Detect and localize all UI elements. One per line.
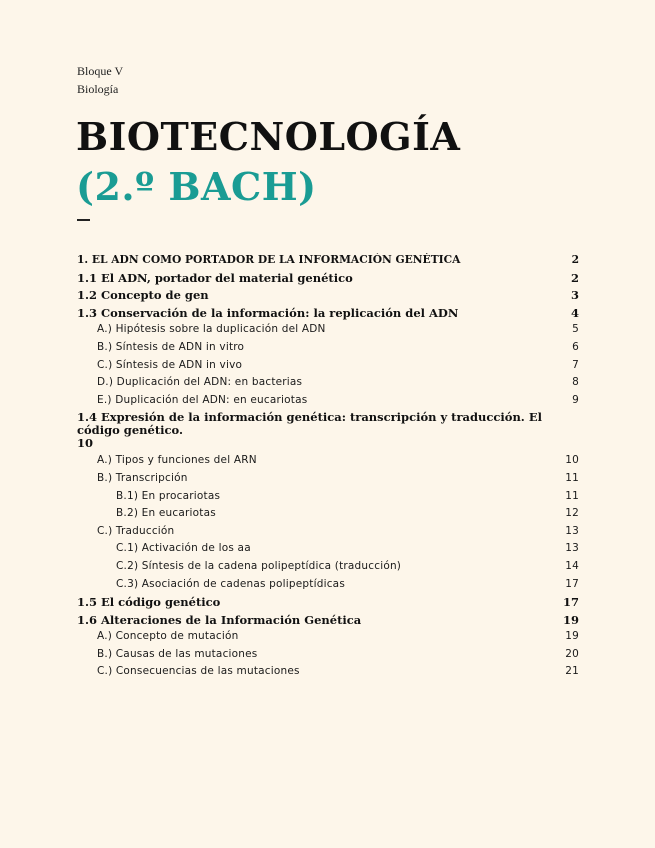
toc-entry-1-3-d[interactable] <box>77 376 579 394</box>
toc-entry-1-4-c-1[interactable] <box>77 542 579 560</box>
toc-entry-label: A.) Tipos y funciones del ARN <box>97 454 257 467</box>
toc-entry-1-4-b[interactable] <box>77 472 579 490</box>
toc-entry-page: 9 <box>572 393 579 406</box>
toc-entry-label: 1.4 Expresión de la información genética: transcripción y traducción. El código genético. <box>77 410 542 438</box>
toc-entry-page: 21 <box>565 665 579 678</box>
toc-entry-label: B.) Síntesis de ADN in vitro <box>97 340 245 353</box>
toc-entry-page: 10 <box>77 436 94 451</box>
block-label: Bloque V <box>77 64 124 78</box>
toc-entry-page: 2 <box>571 253 579 266</box>
toc-entry-label: C.1) Activación de los aa <box>116 542 251 555</box>
toc-entry-page: 17 <box>562 595 579 610</box>
toc-entry-1-2[interactable] <box>77 288 579 306</box>
toc-entry-page: 8 <box>572 376 579 389</box>
title-course: (2.º BACH) <box>76 164 317 209</box>
toc-entry-page: 6 <box>572 340 579 353</box>
toc-entry-page: 7 <box>572 358 579 371</box>
toc-entry-page: 10 <box>565 454 579 467</box>
toc-entry-1-6-c[interactable] <box>77 665 579 683</box>
toc-entry-label: B.) Causas de las mutaciones <box>97 647 258 660</box>
toc-entry-1-4-c[interactable] <box>77 525 579 543</box>
toc-entry-label: E.) Duplicación del ADN: en eucariotas <box>97 393 308 406</box>
toc-entry-1-3[interactable] <box>77 306 579 324</box>
toc-entry-1-3-b[interactable] <box>77 341 579 359</box>
toc-entry-1-4-c-2[interactable] <box>77 560 579 578</box>
toc-entry-1-6-a[interactable] <box>77 630 579 648</box>
toc-entry-1-4-a[interactable] <box>77 454 579 472</box>
toc-entry-label: B.) Transcripción <box>97 471 188 484</box>
toc-entry-page: 13 <box>565 524 579 537</box>
toc-entry-page: 11 <box>565 489 579 502</box>
document-header <box>77 62 123 98</box>
toc-entry-page: 17 <box>565 577 579 590</box>
title-divider <box>77 219 90 221</box>
table-of-contents <box>77 253 579 683</box>
toc-entry-page: 19 <box>562 612 579 627</box>
toc-entry-1-5[interactable] <box>77 595 579 613</box>
document-title <box>76 112 460 212</box>
toc-entry-1-4-c-3[interactable] <box>77 578 579 596</box>
toc-entry-1-6-b[interactable] <box>77 648 579 666</box>
toc-entry-label: C.) Traducción <box>97 524 175 537</box>
toc-entry-1-3-e[interactable] <box>77 394 579 412</box>
toc-entry-label: B.2) En eucariotas <box>116 507 216 520</box>
title-main: BIOTECNOLOGÍA <box>76 114 461 159</box>
toc-entry-page: 20 <box>565 647 579 660</box>
toc-entry-1-6[interactable] <box>77 613 579 631</box>
toc-entry-page: 4 <box>570 305 579 320</box>
toc-entry-label: D.) Duplicación del ADN: en bacterias <box>97 376 303 389</box>
toc-entry-1[interactable] <box>77 253 579 271</box>
toc-entry-1-4-b-1[interactable] <box>77 490 579 508</box>
toc-entry-label: 1.2 Concepto de gen <box>77 288 209 303</box>
subject-label: Biología <box>77 82 119 96</box>
toc-entry-label: 1.5 El código genético <box>77 595 221 610</box>
toc-entry-page: 2 <box>570 270 579 285</box>
toc-entry-1-4-b-2[interactable] <box>77 507 579 525</box>
toc-entry-label: A.) Concepto de mutación <box>97 630 239 643</box>
toc-entry-label: 1. EL ADN COMO PORTADOR DE LA INFORMACIÓN GENÉTICA <box>77 253 461 266</box>
toc-entry-1-3-c[interactable] <box>77 359 579 377</box>
toc-entry-label: 1.6 Alteraciones de la Información Genética <box>77 612 362 627</box>
toc-entry-1-3-a[interactable] <box>77 323 579 341</box>
toc-entry-label: C.) Consecuencias de las mutaciones <box>97 665 300 678</box>
toc-entry-page: 14 <box>565 559 579 572</box>
toc-entry-label: B.1) En procariotas <box>116 489 221 502</box>
toc-entry-page: 3 <box>570 288 579 303</box>
toc-entry-label: C.2) Síntesis de la cadena polipeptídica (traducción) <box>116 559 402 572</box>
toc-entry-page: 11 <box>565 471 579 484</box>
toc-entry-label: A.) Hipótesis sobre la duplicación del ADN <box>97 323 326 336</box>
toc-entry-page: 19 <box>565 630 579 643</box>
toc-entry-label: 1.1 El ADN, portador del material genético <box>77 270 353 285</box>
toc-entry-label: C.3) Asociación de cadenas polipeptídicas <box>116 577 345 590</box>
toc-entry-page: 12 <box>565 507 579 520</box>
toc-entry-page: 5 <box>572 323 579 336</box>
toc-entry-page: 13 <box>565 542 579 555</box>
toc-entry-label: C.) Síntesis de ADN in vivo <box>97 358 243 371</box>
toc-entry-1-4[interactable] <box>77 411 579 454</box>
toc-entry-label: 1.3 Conservación de la información: la replicación del ADN <box>77 305 459 320</box>
toc-entry-1-1[interactable] <box>77 271 579 289</box>
